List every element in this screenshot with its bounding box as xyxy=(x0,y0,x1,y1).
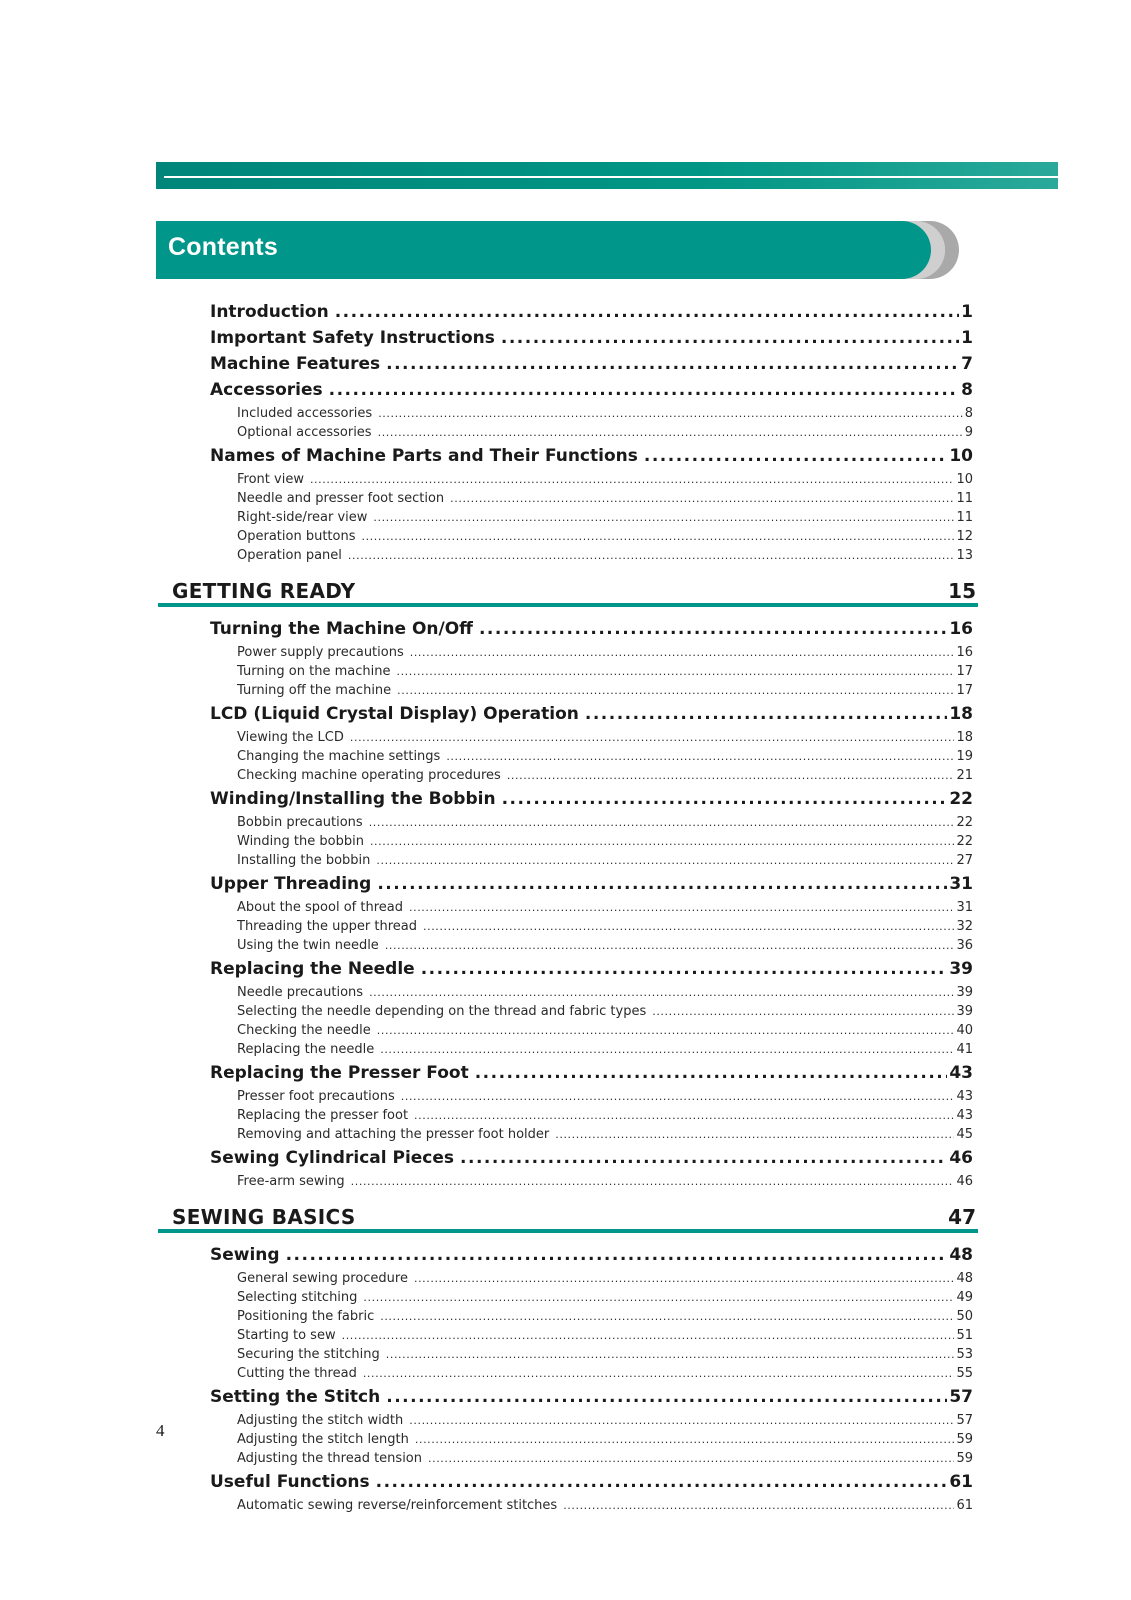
toc-entry-title: Starting to sew xyxy=(237,1328,336,1343)
toc-entry-page: 57 xyxy=(956,1413,973,1428)
dot-leader xyxy=(563,1499,954,1512)
dot-leader xyxy=(414,1109,954,1122)
toc-entry-page: 16 xyxy=(949,619,973,639)
dot-leader xyxy=(377,1024,955,1037)
toc-subentry[interactable] xyxy=(237,919,973,936)
dot-leader xyxy=(363,1291,954,1304)
toc-subentry[interactable] xyxy=(237,853,973,870)
toc-entry[interactable] xyxy=(210,1063,973,1085)
toc-entry-page: 45 xyxy=(956,1127,973,1142)
toc-subentry[interactable] xyxy=(237,1271,973,1288)
dot-leader xyxy=(376,1472,948,1492)
dot-leader xyxy=(475,1063,948,1083)
dot-leader xyxy=(329,380,960,400)
toc-subentry[interactable] xyxy=(237,1174,973,1191)
dot-leader xyxy=(380,1310,954,1323)
toc-entry-title: Machine Features xyxy=(210,354,381,374)
toc-entry-title: Useful Functions xyxy=(210,1472,370,1492)
toc-entry-title: Right-side/rear view xyxy=(237,510,368,525)
toc-entry-title: Upper Threading xyxy=(210,874,372,894)
toc-entry-title: Sewing Cylindrical Pieces xyxy=(210,1148,455,1168)
toc-entry-page: 18 xyxy=(956,730,973,745)
toc-entry-title: Turning the Machine On/Off xyxy=(210,619,473,639)
toc-entry-page: 18 xyxy=(949,704,973,724)
toc-subentry[interactable] xyxy=(237,815,973,832)
toc-entry-title: Winding/Installing the Bobbin xyxy=(210,789,496,809)
dot-leader xyxy=(373,511,954,524)
toc-entry-page: 16 xyxy=(956,645,973,660)
dot-leader xyxy=(555,1128,954,1141)
toc-entry-title: Sewing xyxy=(210,1245,280,1265)
dot-leader xyxy=(350,731,955,744)
toc-subentry[interactable] xyxy=(237,472,973,489)
dot-leader xyxy=(585,704,947,724)
dot-leader xyxy=(380,1043,954,1056)
toc-subentry[interactable] xyxy=(237,1347,973,1364)
toc-entry-page: 1 xyxy=(961,302,973,322)
dot-leader xyxy=(361,530,954,543)
toc-entry-title: Needle and presser foot section xyxy=(237,491,445,506)
toc-subentry[interactable] xyxy=(237,406,973,423)
toc-entry-page: 17 xyxy=(956,664,973,679)
toc-entry-page: 31 xyxy=(949,874,973,894)
toc-subentry[interactable] xyxy=(237,938,973,955)
toc-entry-title: Cutting the thread xyxy=(237,1366,357,1381)
toc-entry-title: Front view xyxy=(237,472,304,487)
toc-entry-title: General sewing procedure xyxy=(237,1271,408,1286)
toc-entry-title: Checking machine operating procedures xyxy=(237,768,501,783)
page-number: 4 xyxy=(156,1421,165,1440)
toc-subentry[interactable] xyxy=(237,768,973,785)
toc-entry-page: 21 xyxy=(956,768,973,783)
toc-entry-page: 22 xyxy=(949,789,973,809)
dot-leader xyxy=(310,473,955,486)
toc-entry-page: 22 xyxy=(956,834,973,849)
section-page: 15 xyxy=(948,579,976,603)
toc-entry-page: 31 xyxy=(956,900,973,915)
toc-entry-page: 12 xyxy=(956,529,973,544)
dot-leader xyxy=(386,1348,955,1361)
section-heading[interactable] xyxy=(158,1201,978,1233)
toc-entry-page: 39 xyxy=(956,1004,973,1019)
toc-entry-title: Using the twin needle xyxy=(237,938,379,953)
toc-entry-page: 39 xyxy=(956,985,973,1000)
toc-entry-title: Securing the stitching xyxy=(237,1347,380,1362)
dot-leader xyxy=(378,407,963,420)
toc-subentry[interactable] xyxy=(237,1127,973,1144)
toc-entry-title: Bobbin precautions xyxy=(237,815,363,830)
toc-entry-title: Names of Machine Parts and Their Functions xyxy=(210,446,638,466)
toc-entry-title: Presser foot precautions xyxy=(237,1089,395,1104)
toc-entry-title: Turning on the machine xyxy=(237,664,391,679)
toc-entry-page: 22 xyxy=(956,815,973,830)
dot-leader xyxy=(370,835,955,848)
toc-entry-title: Introduction xyxy=(210,302,329,322)
toc-entry-title: Power supply precautions xyxy=(237,645,404,660)
toc-entry[interactable] xyxy=(210,1387,973,1409)
toc-entry-page: 13 xyxy=(956,548,973,563)
dot-leader xyxy=(369,986,954,999)
toc-entry-page: 43 xyxy=(956,1089,973,1104)
dot-leader xyxy=(502,789,948,809)
toc-entry-title: Setting the Stitch xyxy=(210,1387,381,1407)
toc-entry-title: Automatic sewing reverse/reinforcement stitches xyxy=(237,1498,558,1513)
toc-entry-page: 59 xyxy=(956,1451,973,1466)
toc-entry-page: 49 xyxy=(956,1290,973,1305)
toc-entry-title: Threading the upper thread xyxy=(237,919,417,934)
toc-entry-page: 59 xyxy=(956,1432,973,1447)
toc-entry-page: 27 xyxy=(956,853,973,868)
toc-subentry[interactable] xyxy=(237,730,973,747)
toc-subentry[interactable] xyxy=(237,548,973,565)
toc-subentry[interactable] xyxy=(237,900,973,917)
toc-entry-page: 48 xyxy=(949,1245,973,1265)
toc-entry-title: Viewing the LCD xyxy=(237,730,344,745)
dot-leader xyxy=(335,302,959,322)
dot-leader xyxy=(644,446,947,466)
toc-entry[interactable] xyxy=(210,1245,973,1267)
dot-leader xyxy=(401,1090,955,1103)
toc-subentry[interactable] xyxy=(237,1023,973,1040)
page-title: Contents xyxy=(168,233,278,261)
dot-leader xyxy=(377,874,947,894)
toc-entry-page: 43 xyxy=(949,1063,973,1083)
dot-leader xyxy=(428,1452,954,1465)
toc-entry-page: 10 xyxy=(956,472,973,487)
dot-leader xyxy=(386,1387,947,1407)
toc-subentry[interactable] xyxy=(237,1328,973,1345)
dot-leader xyxy=(409,1414,954,1427)
toc-entry-title: Replacing the needle xyxy=(237,1042,375,1057)
toc-entry-page: 19 xyxy=(956,749,973,764)
toc-entry-title: Adjusting the stitch length xyxy=(237,1432,409,1447)
toc-entry-title: Replacing the Needle xyxy=(210,959,415,979)
toc-subentry[interactable] xyxy=(237,834,973,851)
toc-entry-title: Winding the bobbin xyxy=(237,834,364,849)
toc-entry[interactable] xyxy=(210,354,973,376)
toc-entry-title: Needle precautions xyxy=(237,985,364,1000)
toc-subentry[interactable] xyxy=(237,510,973,527)
toc-entry-page: 57 xyxy=(949,1387,973,1407)
dot-leader xyxy=(351,1175,955,1188)
toc-subentry[interactable] xyxy=(237,1004,973,1021)
dot-leader xyxy=(410,646,955,659)
toc-entry[interactable] xyxy=(210,789,973,811)
toc-entry-page: 11 xyxy=(956,510,973,525)
toc-entry-title: Important Safety Instructions xyxy=(210,328,495,348)
toc-entry-title: Changing the machine settings xyxy=(237,749,441,764)
dot-leader xyxy=(652,1005,954,1018)
toc-entry-title: Operation buttons xyxy=(237,529,356,544)
toc-subentry[interactable] xyxy=(237,1366,973,1383)
toc-entry-title: Free-arm sewing xyxy=(237,1174,345,1189)
toc-subentry[interactable] xyxy=(237,664,973,681)
toc-subentry[interactable] xyxy=(237,491,973,508)
toc-subentry[interactable] xyxy=(237,1290,973,1307)
toc-entry[interactable] xyxy=(210,380,973,402)
toc-entry[interactable] xyxy=(210,302,973,324)
toc-entry-page: 9 xyxy=(964,425,973,440)
toc-entry-page: 36 xyxy=(956,938,973,953)
toc-subentry[interactable] xyxy=(237,645,973,662)
toc-entry-page: 48 xyxy=(956,1271,973,1286)
toc-entry-title: Checking the needle xyxy=(237,1023,371,1038)
dot-leader xyxy=(397,684,954,697)
toc-entry-page: 41 xyxy=(956,1042,973,1057)
toc-entry-page: 43 xyxy=(956,1108,973,1123)
toc-entry-page: 46 xyxy=(949,1148,973,1168)
toc-entry-page: 1 xyxy=(961,328,973,348)
toc-entry-title: Adjusting the thread tension xyxy=(237,1451,422,1466)
dot-leader xyxy=(479,619,947,639)
toc-entry-title: Installing the bobbin xyxy=(237,853,371,868)
dot-leader xyxy=(348,549,955,562)
toc-subentry[interactable] xyxy=(237,1108,973,1125)
dot-leader xyxy=(414,1272,954,1285)
toc-entry[interactable] xyxy=(210,1472,973,1494)
toc-entry-title: Adjusting the stitch width xyxy=(237,1413,404,1428)
toc-entry-page: 55 xyxy=(956,1366,973,1381)
dot-leader xyxy=(378,426,963,439)
toc-entry-title: About the spool of thread xyxy=(237,900,403,915)
toc-entry-page: 17 xyxy=(956,683,973,698)
toc-subentry[interactable] xyxy=(237,1451,973,1468)
toc-entry-title: Positioning the fabric xyxy=(237,1309,375,1324)
toc-entry-title: Selecting the needle depending on the thread and fabric types xyxy=(237,1004,647,1019)
dot-leader xyxy=(342,1329,955,1342)
dot-leader xyxy=(507,769,955,782)
toc-subentry[interactable] xyxy=(237,1413,973,1430)
toc-subentry[interactable] xyxy=(237,1089,973,1106)
dot-leader xyxy=(409,901,954,914)
dot-leader xyxy=(363,1367,955,1380)
toc-subentry[interactable] xyxy=(237,683,973,700)
toc-entry[interactable] xyxy=(210,446,973,468)
toc-subentry[interactable] xyxy=(237,1498,973,1515)
toc-entry-title: Replacing the presser foot xyxy=(237,1108,409,1123)
toc-entry-page: 7 xyxy=(961,354,973,374)
toc-subentry[interactable] xyxy=(237,1309,973,1326)
toc-subentry[interactable] xyxy=(237,749,973,766)
toc-entry[interactable] xyxy=(210,959,973,981)
toc-entry-title: Selecting stitching xyxy=(237,1290,358,1305)
toc-entry-page: 40 xyxy=(956,1023,973,1038)
dot-leader xyxy=(369,816,955,829)
toc-entry-page: 39 xyxy=(949,959,973,979)
toc-entry-page: 51 xyxy=(956,1328,973,1343)
toc-entry-title: Optional accessories xyxy=(237,425,372,440)
toc-entry-page: 8 xyxy=(961,380,973,400)
dot-leader xyxy=(386,354,959,374)
toc-entry-page: 53 xyxy=(956,1347,973,1362)
dot-leader xyxy=(385,939,955,952)
toc-subentry[interactable] xyxy=(237,985,973,1002)
toc-entry-page: 8 xyxy=(964,406,973,421)
toc-entry-title: Turning off the machine xyxy=(237,683,392,698)
dot-leader xyxy=(460,1148,947,1168)
toc-entry-page: 11 xyxy=(956,491,973,506)
toc-entry-title: Removing and attaching the presser foot holder xyxy=(237,1127,550,1142)
toc-entry[interactable] xyxy=(210,704,973,726)
section-title: SEWING BASICS xyxy=(172,1205,356,1229)
section-heading[interactable] xyxy=(158,575,978,607)
toc-entry-page: 10 xyxy=(949,446,973,466)
toc-entry[interactable] xyxy=(210,874,973,896)
toc-entry-page: 50 xyxy=(956,1309,973,1324)
toc-subentry[interactable] xyxy=(237,1432,973,1449)
toc-entry-page: 32 xyxy=(956,919,973,934)
toc-entry-title: LCD (Liquid Crystal Display) Operation xyxy=(210,704,579,724)
toc-subentry[interactable] xyxy=(237,425,973,442)
section-page: 47 xyxy=(948,1205,976,1229)
dot-leader xyxy=(421,959,948,979)
dot-leader xyxy=(286,1245,948,1265)
toc-entry-title: Accessories xyxy=(210,380,323,400)
toc-entry-page: 61 xyxy=(949,1472,973,1492)
dot-leader xyxy=(446,750,954,763)
dot-leader xyxy=(450,492,954,505)
toc-subentry[interactable] xyxy=(237,529,973,546)
toc-entry-page: 46 xyxy=(956,1174,973,1189)
toc-entry-title: Operation panel xyxy=(237,548,342,563)
dot-leader xyxy=(423,920,954,933)
toc-entry-page: 61 xyxy=(956,1498,973,1513)
section-title: GETTING READY xyxy=(172,579,356,603)
toc-entry[interactable] xyxy=(210,619,973,641)
toc-entry-title: Replacing the Presser Foot xyxy=(210,1063,469,1083)
toc-entry[interactable] xyxy=(210,328,973,350)
toc-subentry[interactable] xyxy=(237,1042,973,1059)
toc-entry[interactable] xyxy=(210,1148,973,1170)
toc-entry-title: Included accessories xyxy=(237,406,373,421)
dot-leader xyxy=(415,1433,955,1446)
dot-leader xyxy=(396,665,954,678)
dot-leader xyxy=(501,328,959,348)
dot-leader xyxy=(376,854,954,867)
